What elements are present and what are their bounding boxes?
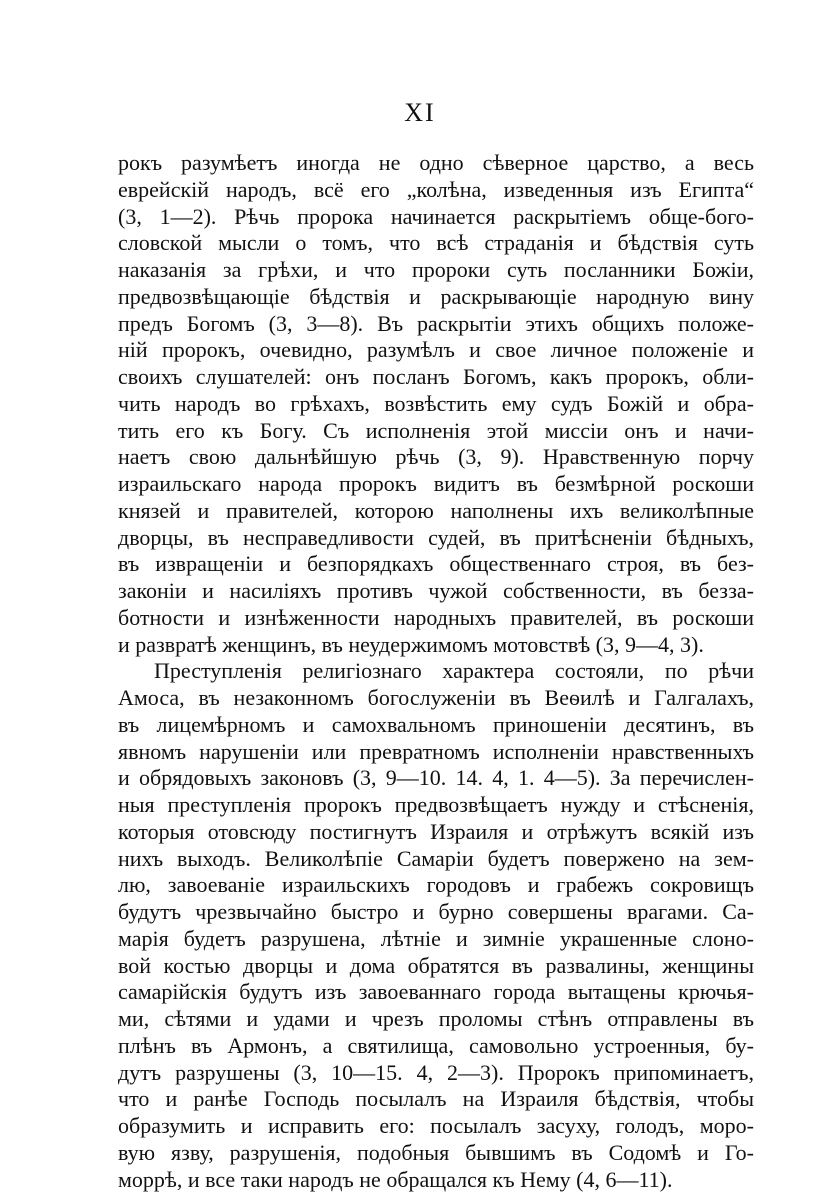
text-line: ми, сѣтями и удами и чрезъ проломы стѣнъ отправлены въ — [118, 1006, 754, 1033]
text-line: самарійскія будутъ изъ завоеваннаго города вытащены крючья- — [118, 979, 754, 1006]
text-line: ныя преступленія пророкъ предвозвѣщаетъ нужду и стѣсненія, — [118, 792, 754, 819]
text-line: предъ Богомъ (3, 3—8). Въ раскрытіи этихъ общихъ положе- — [118, 311, 754, 338]
text-line: что и ранѣе Господь посылалъ на Израиля бѣдствія, чтобы — [118, 1086, 754, 1113]
text-line: въ лицемѣрномъ и самохвальномъ приношеніи десятинъ, въ — [118, 712, 754, 739]
text-line: моррѣ, и все таки народъ не обращался къ Нему (4, 6—11). — [118, 1167, 754, 1193]
text-line: въ извращеніи и безпорядкахъ общественнаго строя, въ без- — [118, 551, 754, 578]
text-line: явномъ нарушеніи или превратномъ исполненіи нравственныхъ — [118, 739, 754, 766]
text-line: и развратѣ женщинъ, въ неудержимомъ мотовствѣ (3, 9—4, 3). — [118, 632, 754, 659]
paragraph — [118, 150, 754, 658]
text-line: дутъ разрушены (3, 10—15. 4, 2—3). Пророкъ припоминаетъ, — [118, 1060, 754, 1087]
text-line: наетъ свою дальнѣйшую рѣчь (3, 9). Нравственную порчу — [118, 444, 754, 471]
text-line: (3, 1—2). Рѣчь пророка начинается раскрытіемъ обще-бого- — [118, 204, 754, 231]
text-line: вую язву, разрушенія, подобныя бывшимъ въ Содомѣ и Го- — [118, 1140, 754, 1167]
text-line: еврейскій народъ, всё его „колѣна, изведенныя изъ Египта“ — [118, 177, 754, 204]
text-line: израильскаго народа пророкъ видитъ въ безмѣрной роскоши — [118, 471, 754, 498]
text-line: марія будетъ разрушена, лѣтніе и зимніе украшенные слоно- — [118, 926, 754, 953]
body-text — [118, 150, 754, 1193]
text-line: князей и правителей, которою наполнены ихъ великолѣпные — [118, 498, 754, 525]
text-line: чить народъ во грѣхахъ, возвѣстить ему судъ Божій и обра- — [118, 391, 754, 418]
text-line: законіи и насиліяхъ противъ чужой собственности, въ безза- — [118, 578, 754, 605]
text-line: рокъ разумѣетъ иногда не одно сѣверное царство, а весь — [118, 150, 754, 177]
text-line: плѣнъ въ Армонъ, а святилища, самовольно устроенныя, бу- — [118, 1033, 754, 1060]
text-line: дворцы, въ несправедливости судей, въ притѣсненіи бѣдныхъ, — [118, 525, 754, 552]
text-line: тить его къ Богу. Съ исполненія этой миссіи онъ и начи- — [118, 418, 754, 445]
text-line: лю, завоеваніе израильскихъ городовъ и грабежъ сокровищъ — [118, 872, 754, 899]
text-line: наказанія за грѣхи, и что пророки суть посланники Божіи, — [118, 257, 754, 284]
text-line: Амоса, въ незаконномъ богослуженіи въ Веѳилѣ и Галгалахъ, — [118, 685, 754, 712]
text-line: предвозвѣщающіе бѣдствія и раскрывающіе народную вину — [118, 284, 754, 311]
text-line: и обрядовыхъ законовъ (3, 9—10. 14. 4, 1. 4—5). За перечислен- — [118, 765, 754, 792]
text-line: образумить и исправить его: посылалъ засуху, голодъ, моро- — [118, 1113, 754, 1140]
text-line: ній пророкъ, очевидно, разумѣлъ и свое личное положеніе и — [118, 337, 754, 364]
text-line: будутъ чрезвычайно быстро и бурно совершены врагами. Са- — [118, 899, 754, 926]
paragraph — [118, 658, 754, 1193]
text-line: которыя отовсюду постигнутъ Израиля и отрѣжутъ всякій изъ — [118, 819, 754, 846]
text-line: Преступленія религіознаго характера состояли, по рѣчи — [118, 658, 754, 685]
text-line: нихъ выходъ. Великолѣпіе Самаріи будетъ повержено на зем- — [118, 846, 754, 873]
page-number: XI — [0, 98, 840, 128]
text-line: ботности и изнѣженности народныхъ правителей, въ роскоши — [118, 605, 754, 632]
text-line: словской мысли о томъ, что всѣ страданія и бѣдствія суть — [118, 230, 754, 257]
text-line: своихъ слушателей: онъ посланъ Богомъ, какъ пророкъ, обли- — [118, 364, 754, 391]
text-line: вой костью дворцы и дома обратятся въ развалины, женщины — [118, 953, 754, 980]
